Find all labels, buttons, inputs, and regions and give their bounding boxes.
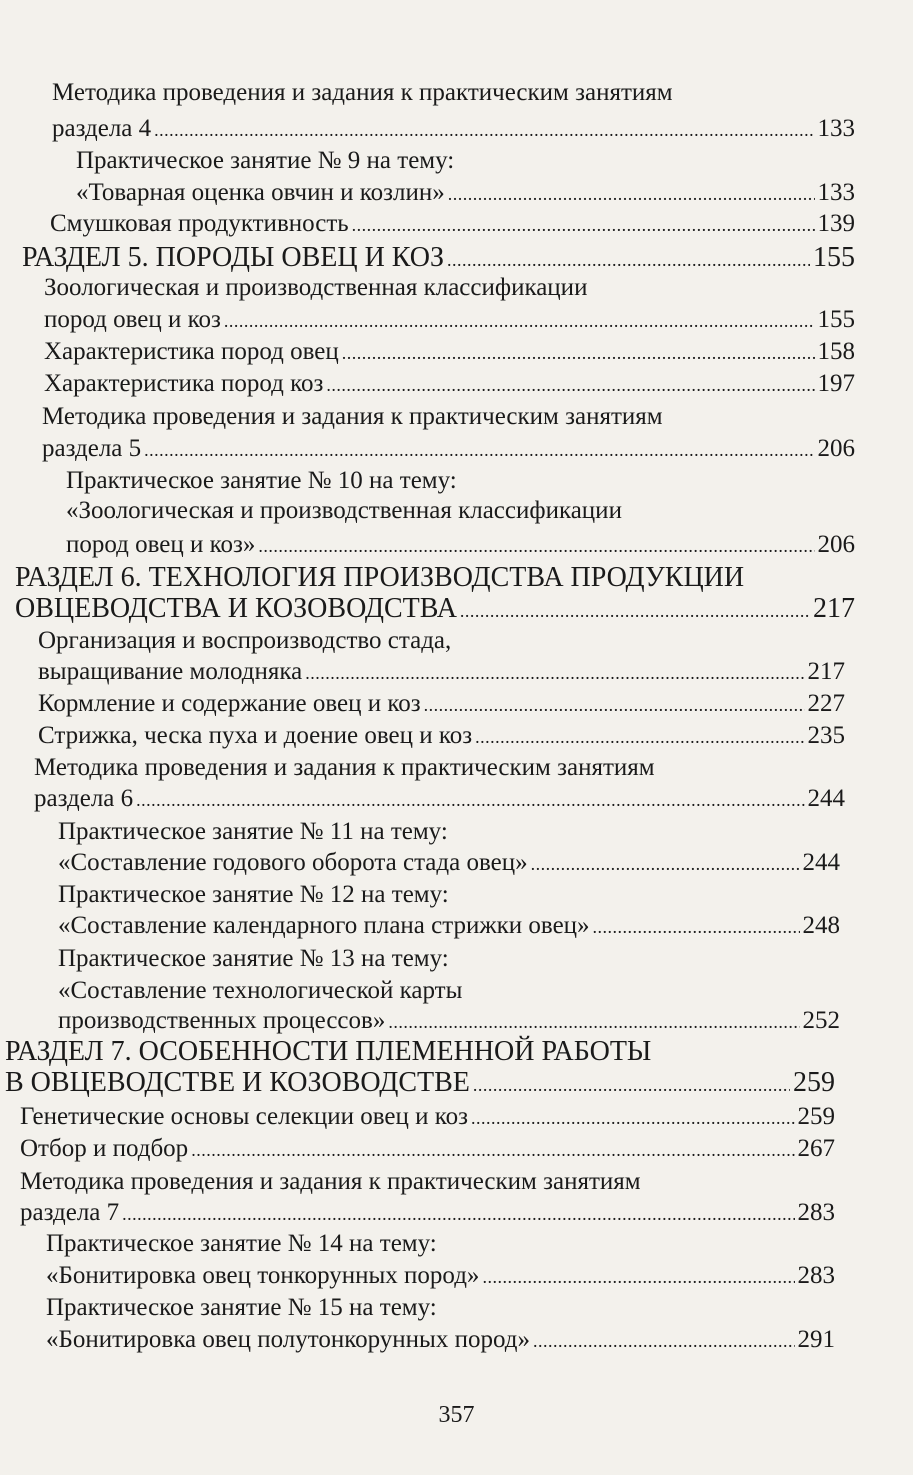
toc-leader-dots (258, 529, 814, 561)
page-number: 357 (438, 1402, 475, 1428)
toc-entry (46, 1324, 835, 1356)
toc-entry-title: Стрижка, ческа пуха и доение овец и коз (38, 722, 473, 749)
toc-entry-page: 217 (813, 593, 855, 624)
toc-entry (66, 529, 855, 561)
toc-entry-page: 197 (817, 370, 855, 397)
toc-entry (20, 1197, 835, 1229)
toc-entry (52, 113, 855, 145)
toc-entry-page: 227 (807, 690, 845, 717)
toc-entry-title: РАЗДЕЛ 6. ТЕХНОЛОГИЯ ПРОИЗВОДСТВА ПРОДУКЦИИ (15, 562, 745, 593)
toc-entry-title: В ОВЦЕВОДСТВЕ И КОЗОВОДСТВЕ (5, 1067, 470, 1098)
toc-entry-page: 267 (797, 1135, 835, 1162)
toc-entry-title: Кормление и содержание овец и коз (38, 690, 421, 717)
toc-entry-title: Практическое занятие № 10 на тему: (66, 467, 457, 494)
toc-entry (15, 592, 855, 626)
toc-entry-title: Характеристика пород коз (44, 370, 324, 397)
toc-entry-title: «Бонитировка овец полутонкорунных пород» (46, 1326, 530, 1353)
toc-entry-page: 206 (817, 531, 855, 558)
toc-entry (58, 943, 449, 975)
toc-entry-page: 248 (802, 912, 840, 939)
toc-entry-title: раздела 4 (52, 115, 152, 142)
toc-entry (42, 433, 855, 465)
toc-entry-title: «Составление технологической карты (58, 977, 463, 1004)
toc-entry (44, 368, 855, 400)
toc-leader-dots (448, 177, 815, 209)
toc-entry-title: Смушковая продуктивность (50, 210, 349, 237)
toc-entry-title: «Товарная оценка овчин и козлин» (76, 179, 445, 206)
toc-entry-title: раздела 6 (34, 785, 134, 812)
toc-entry (34, 783, 845, 815)
toc-entry-page: 283 (797, 1199, 835, 1226)
toc-entry-title: Методика проведения и задания к практическим занятиям (34, 754, 655, 781)
toc-entry (42, 401, 663, 433)
toc-leader-dots (144, 433, 814, 465)
toc-entry-title: Практическое занятие № 14 на тему: (46, 1230, 437, 1257)
toc-entry (38, 656, 845, 688)
toc-entry-title: раздела 5 (42, 435, 142, 462)
toc-entry-page: 244 (807, 785, 845, 812)
toc-entry (58, 975, 462, 1007)
toc-entry-title: Методика проведения и задания к практическим занятиям (52, 79, 673, 106)
toc-entry-page: 155 (813, 242, 855, 273)
toc-entry (20, 1133, 835, 1165)
toc-entry-title: Генетические основы селекции овец и коз (20, 1103, 468, 1130)
toc-entry (44, 336, 855, 368)
toc-entry-title: Зоологическая и производственная классификации (44, 274, 588, 301)
toc-entry-title: пород овец и коз» (66, 531, 256, 558)
toc-leader-dots (473, 1066, 790, 1100)
toc-entry (46, 1228, 437, 1260)
toc-leader-dots (136, 783, 804, 815)
toc-entry (76, 177, 855, 209)
toc-entry (34, 752, 655, 784)
toc-entry (46, 1260, 835, 1292)
toc-leader-dots (122, 1197, 794, 1229)
toc-entry-page: 291 (797, 1326, 835, 1353)
toc-leader-dots (388, 1005, 799, 1037)
toc-leader-dots (475, 720, 804, 752)
toc-entry-title: РАЗДЕЛ 5. ПОРОДЫ ОВЕЦ И КОЗ (22, 242, 445, 273)
toc-leader-dots (424, 688, 805, 720)
toc-entry (58, 816, 448, 848)
toc-leader-dots (326, 368, 814, 400)
toc-entry-title: «Бонитировка овец тонкорунных пород» (46, 1262, 480, 1289)
toc-entry (20, 1166, 641, 1198)
toc-entry (58, 847, 840, 879)
toc-entry (66, 465, 457, 497)
toc-entry-page: 235 (807, 722, 845, 749)
toc-entry-title: раздела 7 (20, 1199, 120, 1226)
toc-entry (38, 625, 451, 657)
toc-leader-dots (224, 304, 815, 336)
toc-entry-page: 259 (797, 1103, 835, 1130)
toc-leader-dots (305, 656, 804, 688)
toc-entry-page: 283 (797, 1262, 835, 1289)
toc-leader-dots (533, 1324, 795, 1356)
toc-leader-dots (342, 336, 815, 368)
toc-entry-title: Характеристика пород овец (44, 338, 339, 365)
toc-entry (76, 145, 454, 177)
toc-leader-dots (471, 1101, 795, 1133)
toc-entry-page: 139 (817, 210, 855, 237)
toc-entry-title: «Зоологическая и производственная классификации (66, 497, 622, 524)
toc-entry-title: Практическое занятие № 15 на тему: (46, 1294, 437, 1321)
toc-entry-page: 133 (817, 179, 855, 206)
toc-entry (58, 1005, 840, 1037)
toc-entry (52, 77, 673, 109)
toc-entry-page: 244 (802, 849, 840, 876)
toc-leader-dots (154, 113, 814, 145)
toc-entry-title: «Составление календарного плана стрижки овец» (58, 912, 590, 939)
toc-leader-dots (352, 208, 815, 240)
toc-leader-dots (447, 241, 810, 275)
toc-entry-title: пород овец и коз (44, 306, 221, 333)
toc-entry (5, 1066, 835, 1100)
toc-entry-page: 206 (817, 435, 855, 462)
toc-entry-page: 133 (817, 115, 855, 142)
toc-entry (5, 1035, 651, 1069)
toc-entry-page: 158 (817, 338, 855, 365)
toc-entry-page: 252 (802, 1007, 840, 1034)
toc-entry (58, 910, 840, 942)
toc-entry (58, 879, 449, 911)
toc-entry-title: Практическое занятие № 13 на тему: (58, 945, 449, 972)
toc-entry (44, 304, 855, 336)
toc-entry (66, 495, 622, 527)
toc-entry (44, 272, 587, 304)
toc-entry-title: Организация и воспроизводство стада, (38, 627, 452, 654)
toc-entry-title: «Составление годового оборота стада овец» (58, 849, 528, 876)
toc-entry (15, 561, 744, 595)
toc-entry-title: Методика проведения и задания к практическим занятиям (42, 403, 663, 430)
toc-entry-title: Практическое занятие № 11 на тему: (58, 818, 448, 845)
toc-entry-title: Методика проведения и задания к практическим занятиям (20, 1168, 641, 1195)
toc-entry-title: Практическое занятие № 12 на тему: (58, 881, 449, 908)
toc-entry-title: производственных процессов» (58, 1007, 386, 1034)
toc-entry-title: РАЗДЕЛ 7. ОСОБЕННОСТИ ПЛЕМЕННОЙ РАБОТЫ (5, 1036, 652, 1067)
toc-entry-page: 155 (817, 306, 855, 333)
toc-entry-page: 217 (807, 658, 845, 685)
toc-entry-title: ОВЦЕВОДСТВА И КОЗОВОДСТВА (15, 593, 457, 624)
toc-entry-title: выращивание молодняка (38, 658, 303, 685)
toc-leader-dots (460, 592, 810, 626)
toc-entry-title: Отбор и подбор (20, 1135, 189, 1162)
toc-leader-dots (191, 1133, 794, 1165)
toc-entry (38, 720, 845, 752)
toc-leader-dots (531, 847, 800, 879)
toc-entry (50, 208, 855, 240)
toc-entry (22, 241, 855, 275)
toc-leader-dots (593, 910, 800, 942)
toc-entry (38, 688, 845, 720)
toc-entry (46, 1292, 437, 1324)
toc-entry-page: 259 (793, 1067, 835, 1098)
toc-entry-title: Практическое занятие № 9 на тему: (76, 147, 455, 174)
toc-entry (20, 1101, 835, 1133)
toc-leader-dots (482, 1260, 794, 1292)
